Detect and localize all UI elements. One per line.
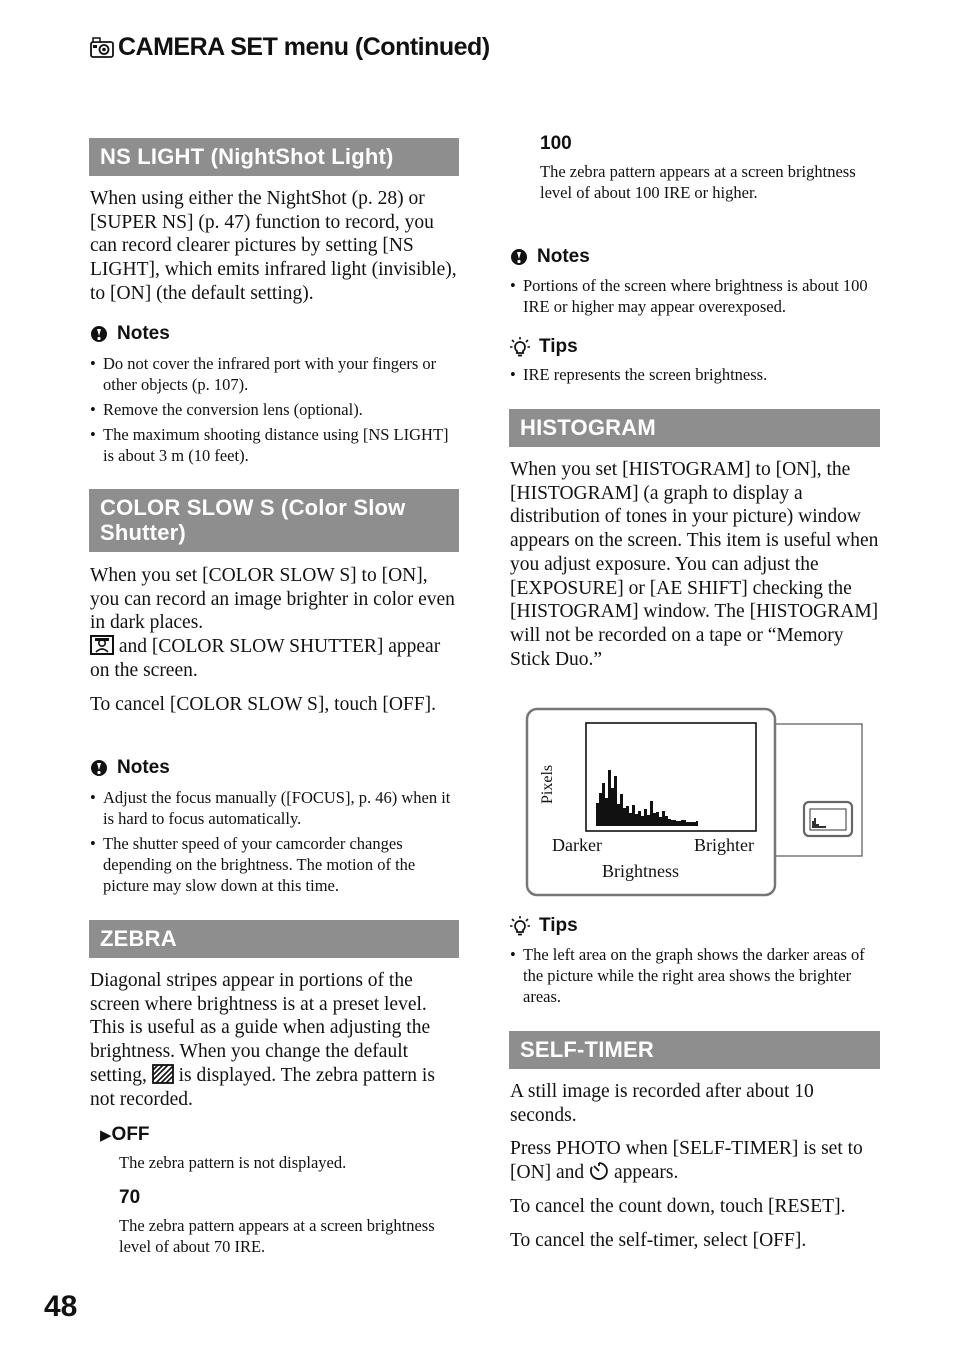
zebra-option-100: 100 [540, 133, 572, 154]
zebra-body: Diagonal stripes appear in portions of the screen where brightness is at a preset level. This is useful as a guide when adjusting the brightness. When you change the default setting, is displayed. The zebra pattern is not recorded. [90, 970, 435, 1110]
notes-icon [90, 759, 108, 777]
ns-light-notes [90, 353, 460, 470]
color-slow-shutter-icon [90, 635, 114, 655]
section-title: HISTOGRAM [520, 415, 656, 440]
lightbulb-icon [510, 916, 530, 936]
ns-light-body: When using either the NightShot (p. 28) or [SUPER NS] (p. 47) function to record, you can record clearer pictures by setting [NS LIGHT], which emits infrared light (invisible), to [ON] (the default setting). [90, 188, 457, 304]
notes-heading: Notes [90, 323, 170, 345]
self-timer-body: A still image is recorded after about 10 seconds. Press PHOTO when [SELF-TIMER] is set to [ON] and appears. To cancel the count down, touch [RESET]. To cancel the self-timer, select [OFF]. [510, 1081, 863, 1251]
default-marker-icon: ▶ [100, 1127, 112, 1144]
darker-label: Darker [552, 835, 602, 855]
list-item: • The maximum shooting distance using [NS LIGHT] is about 3 m (10 feet). [90, 424, 460, 466]
zebra-option-70: 70 [119, 1187, 141, 1208]
zebra-option-off-desc: The zebra pattern is not displayed. [119, 1153, 347, 1172]
zebra-notes [510, 275, 880, 321]
section-title: COLOR SLOW S (Color Slow [100, 495, 406, 520]
zebra-tips [510, 364, 880, 389]
section-bar-self-timer [509, 1031, 880, 1069]
camera-icon [90, 37, 114, 59]
histogram-illustration [526, 708, 866, 896]
color-slow-body: When you set [COLOR SLOW S] to [ON], you can record an image brighter in color even in dark places. and [COLOR SLOW SHUTTER] appear on the screen. To cancel [COLOR SLOW S], touch [OFF]. [90, 565, 455, 715]
notes-icon [90, 325, 108, 343]
list-item: • The left area on the graph shows the darker areas of the picture while the right area shows the brighter areas. [510, 944, 870, 1007]
list-item: • Adjust the focus manually ([FOCUS], p. 46) when it is hard to focus automatically. [90, 787, 460, 829]
tips-heading: Tips [510, 915, 578, 937]
section-title: SELF-TIMER [520, 1037, 654, 1062]
section-bar-color-slow [89, 489, 459, 552]
notes-icon [510, 248, 528, 266]
section-bar-zebra [89, 920, 459, 958]
section-bar-ns-light [89, 138, 459, 176]
page-header [90, 33, 490, 62]
zebra-icon [152, 1064, 174, 1084]
pixels-label: Pixels [539, 764, 556, 804]
tips-heading: Tips [510, 336, 578, 358]
self-timer-icon [589, 1161, 609, 1181]
zebra-option-100-desc: The zebra pattern appears at a screen brightness level of about 100 IRE or higher. [540, 162, 856, 202]
histogram-tips [510, 944, 870, 1011]
brightness-label: Brightness [602, 861, 680, 881]
histogram-figure [526, 708, 776, 896]
list-item: • The shutter speed of your camcorder changes depending on the brightness. The motion of the picture may slow down at this time. [90, 833, 460, 896]
lightbulb-icon [510, 337, 530, 357]
histogram-body: When you set [HISTOGRAM] to [ON], the [HISTOGRAM] (a graph to display a distribution of tones in your picture) window appears on the screen. This item is useful when you adjust exposure. You can adjust the [EXPOSURE] or [AE SHIFT] checking the [HISTOGRAM] window. The [HISTOGRAM] will not be recorded on a tape or “Memory Stick Duo.” [510, 459, 879, 670]
section-bar-histogram [509, 409, 880, 447]
page-number: 48 [44, 1290, 78, 1323]
section-title-line2: Shutter) [100, 520, 186, 545]
list-item: • IRE represents the screen brightness. [510, 364, 880, 385]
section-title: ZEBRA [100, 926, 177, 951]
page-title: CAMERA SET menu (Continued) [118, 33, 490, 61]
zebra-option-off: ▶OFF [100, 1124, 150, 1145]
brighter-label: Brighter [694, 835, 754, 855]
section-title: NS LIGHT (NightShot Light) [100, 144, 394, 169]
list-item: • Remove the conversion lens (optional). [90, 399, 460, 420]
notes-heading: Notes [510, 246, 590, 268]
list-item: • Do not cover the infrared port with your fingers or other objects (p. 107). [90, 353, 460, 395]
zebra-option-70-desc: The zebra pattern appears at a screen brightness level of about 70 IRE. [119, 1216, 435, 1256]
list-item: • Portions of the screen where brightness is about 100 IRE or higher may appear overexposed. [510, 275, 880, 317]
color-slow-notes [90, 787, 460, 900]
notes-heading: Notes [90, 757, 170, 779]
